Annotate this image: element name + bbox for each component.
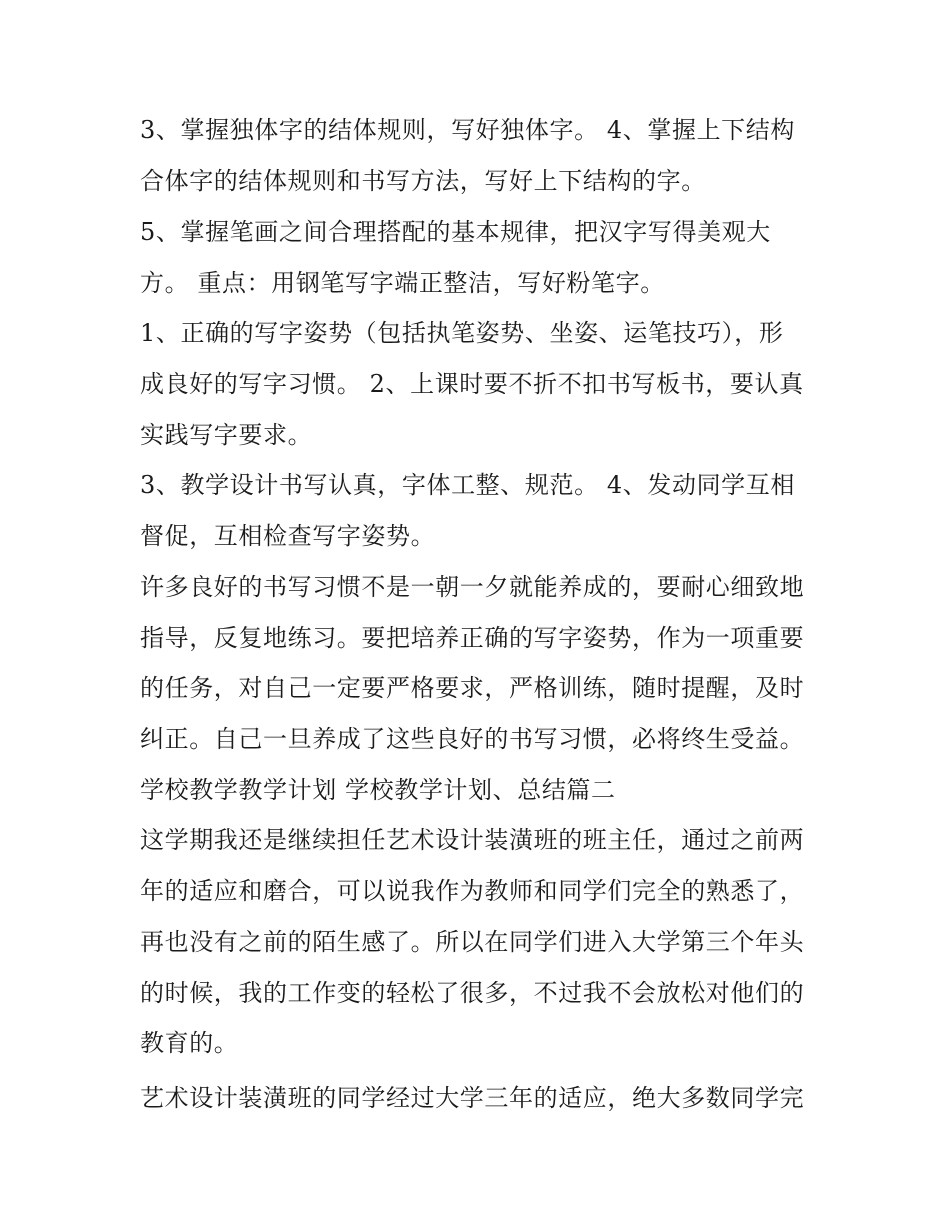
text-line: 艺术设计装潢班的同学经过大学三年的适应，绝大多数同学完 — [140, 1084, 805, 1112]
text-line: 年的适应和磨合，可以说我作为教师和同学们完全的熟悉了， — [140, 877, 805, 905]
text-line: 3、掌握独体字的结体规则，写好独体字。 4、掌握上下结构 — [140, 116, 795, 144]
text-line: 方。 重点：用钢笔写字端正整洁，写好粉笔字。 — [140, 269, 665, 297]
text-line: 教育的。 — [140, 1029, 239, 1057]
text-line: 的任务，对自己一定要严格要求，严格训练，随时提醒，及时 — [140, 674, 805, 702]
section-heading: 学校教学教学计划 学校教学计划、总结篇二 — [140, 776, 616, 804]
text-line: 再也没有之前的陌生感了。所以在同学们进入大学第三个年头 — [140, 928, 805, 956]
text-line: 这学期我还是继续担任艺术设计装潢班的班主任，通过之前两 — [140, 826, 805, 854]
text-line: 1、正确的写字姿势（包括执笔姿势、坐姿、运笔技巧），形 — [140, 319, 784, 347]
text-line: 纠正。自己一旦养成了这些良好的书写习惯，必将终生受益。 — [140, 725, 805, 753]
text-line: 实践写字要求。 — [140, 421, 313, 449]
text-line: 成良好的写字习惯。 2、上课时要不折不扣书写板书，要认真 — [140, 370, 804, 398]
text-line: 的时候，我的工作变的轻松了很多，不过我不会放松对他们的 — [140, 979, 805, 1007]
text-line: 督促，互相检查写字姿势。 — [140, 522, 436, 550]
text-line: 3、教学设计书写认真，字体工整、规范。 4、发动同学互相 — [140, 471, 795, 499]
text-line: 指导，反复地练习。要把培养正确的写字姿势，作为一项重要 — [140, 624, 805, 652]
text-line: 5、掌握笔画之间合理搭配的基本规律，把汉字写得美观大 — [140, 218, 771, 246]
text-line: 许多良好的书写习惯不是一朝一夕就能养成的，要耐心细致地 — [140, 573, 805, 601]
text-line: 合体字的结体规则和书写方法，写好上下结构的字。 — [140, 167, 706, 195]
